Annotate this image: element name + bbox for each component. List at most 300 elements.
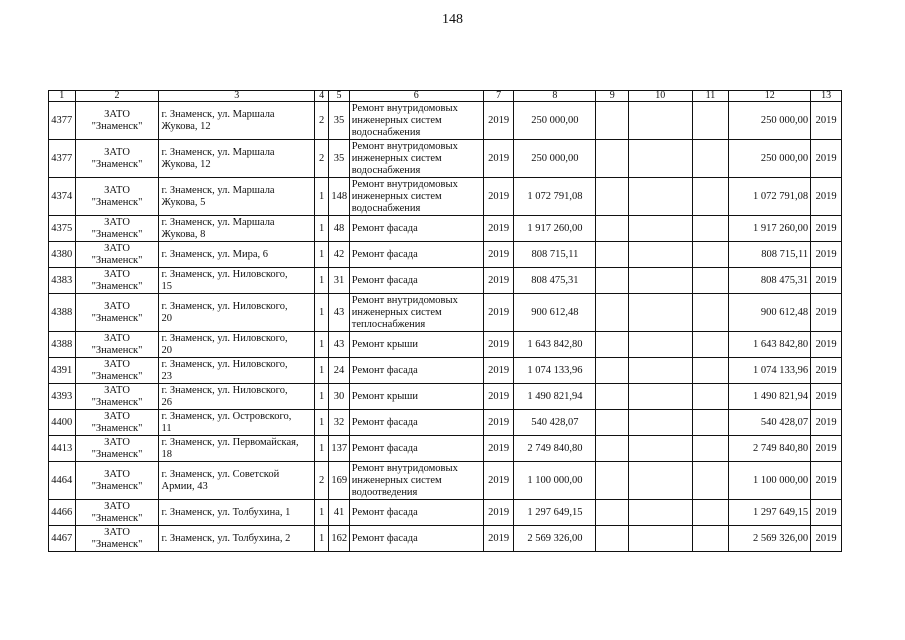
column-header: 6 [349, 91, 483, 102]
municipality-cell [75, 384, 159, 410]
total-cost-cell: 2 749 840,80 [729, 436, 811, 462]
mun-line: "Знаменск" [91, 158, 143, 170]
col9-cell [596, 410, 629, 436]
cost-cell: 1 643 842,80 [514, 332, 596, 358]
cost-cell: 808 715,11 [514, 242, 596, 268]
col4-cell: 1 [315, 526, 329, 552]
col5-cell: 148 [329, 178, 349, 216]
col11-cell [692, 102, 729, 140]
table-row [49, 410, 842, 436]
year-cell: 2019 [483, 410, 514, 436]
municipality-cell [75, 410, 159, 436]
table-row [49, 332, 842, 358]
work-line: Ремонт крыши [351, 338, 418, 350]
year-end-cell: 2019 [811, 294, 842, 332]
municipality-cell [75, 140, 159, 178]
work-line: водоснабжения [351, 126, 421, 138]
table-row [49, 358, 842, 384]
addr-line: г. Знаменск, ул. Толбухина, 2 [161, 532, 291, 544]
mun-line: "Знаменск" [91, 538, 143, 550]
col4-cell: 1 [315, 410, 329, 436]
address-cell [159, 500, 315, 526]
col9-cell [596, 462, 629, 500]
col11-cell [692, 358, 729, 384]
work-type-cell [349, 294, 483, 332]
total-cost-cell: 2 569 326,00 [729, 526, 811, 552]
column-number-row [49, 91, 842, 102]
col10-cell [629, 216, 692, 242]
mun-line: "Знаменск" [91, 396, 143, 408]
municipality-cell [75, 242, 159, 268]
col9-cell [596, 358, 629, 384]
col11-cell [692, 332, 729, 358]
record-id-cell: 4374 [49, 178, 76, 216]
cost-cell: 1 490 821,94 [514, 384, 596, 410]
year-end-cell: 2019 [811, 462, 842, 500]
addr-line: г. Знаменск, ул. Ниловского, [161, 268, 288, 280]
col9-cell [596, 102, 629, 140]
col10-cell [629, 500, 692, 526]
total-cost-cell: 540 428,07 [729, 410, 811, 436]
col11-cell [692, 294, 729, 332]
address-cell [159, 358, 315, 384]
work-line: Ремонт внутридомовых [351, 178, 458, 190]
addr-line: 20 [161, 312, 172, 324]
col11-cell [692, 462, 729, 500]
mun-line: ЗАТО [104, 108, 130, 120]
col5-cell: 48 [329, 216, 349, 242]
municipality-cell [75, 436, 159, 462]
work-line: теплоснабжения [351, 318, 426, 330]
column-header: 13 [811, 91, 842, 102]
year-end-cell: 2019 [811, 268, 842, 294]
addr-line: 20 [161, 344, 172, 356]
year-cell: 2019 [483, 384, 514, 410]
record-id-cell: 4380 [49, 242, 76, 268]
mun-line: ЗАТО [104, 410, 130, 422]
work-type-cell [349, 410, 483, 436]
cost-cell: 808 475,31 [514, 268, 596, 294]
cost-cell: 250 000,00 [514, 102, 596, 140]
record-id-cell: 4377 [49, 102, 76, 140]
mun-line: "Знаменск" [91, 370, 143, 382]
col10-cell [629, 410, 692, 436]
mun-line: ЗАТО [104, 216, 130, 228]
total-cost-cell: 1 490 821,94 [729, 384, 811, 410]
municipality-cell [75, 462, 159, 500]
address-cell [159, 268, 315, 294]
year-cell: 2019 [483, 140, 514, 178]
address-cell [159, 526, 315, 552]
cost-cell: 1 074 133,96 [514, 358, 596, 384]
table-row [49, 436, 842, 462]
mun-line: "Знаменск" [91, 344, 143, 356]
addr-line: г. Знаменск, ул. Маршала [161, 184, 275, 196]
col9-cell [596, 332, 629, 358]
work-type-cell [349, 140, 483, 178]
col4-cell: 1 [315, 500, 329, 526]
table-row [49, 242, 842, 268]
record-id-cell: 4377 [49, 140, 76, 178]
addr-line: 18 [161, 448, 172, 460]
work-line: инженерных систем [351, 190, 442, 202]
addr-line: г. Знаменск, ул. Первомайская, [161, 436, 299, 448]
table-row [49, 500, 842, 526]
work-line: Ремонт фасада [351, 248, 418, 260]
col10-cell [629, 102, 692, 140]
col11-cell [692, 268, 729, 294]
col11-cell [692, 178, 729, 216]
addr-line: Армии, 43 [161, 480, 208, 492]
col10-cell [629, 242, 692, 268]
work-line: Ремонт фасада [351, 532, 418, 544]
column-header: 5 [329, 91, 349, 102]
total-cost-cell: 808 475,31 [729, 268, 811, 294]
column-header: 1 [49, 91, 76, 102]
year-cell: 2019 [483, 332, 514, 358]
total-cost-cell: 1 100 000,00 [729, 462, 811, 500]
cost-cell: 1 100 000,00 [514, 462, 596, 500]
page-number: 148 [442, 12, 463, 27]
col9-cell [596, 436, 629, 462]
work-line: Ремонт крыши [351, 390, 418, 402]
col4-cell: 1 [315, 216, 329, 242]
addr-line: 11 [161, 422, 172, 434]
col5-cell: 162 [329, 526, 349, 552]
total-cost-cell: 250 000,00 [729, 102, 811, 140]
col9-cell [596, 242, 629, 268]
col5-cell: 42 [329, 242, 349, 268]
work-type-cell [349, 102, 483, 140]
address-cell [159, 410, 315, 436]
municipality-cell [75, 500, 159, 526]
total-cost-cell: 900 612,48 [729, 294, 811, 332]
work-line: Ремонт фасада [351, 222, 418, 234]
col4-cell: 1 [315, 332, 329, 358]
work-line: Ремонт фасада [351, 506, 418, 518]
address-cell [159, 102, 315, 140]
col5-cell: 31 [329, 268, 349, 294]
col5-cell: 30 [329, 384, 349, 410]
address-cell [159, 216, 315, 242]
addr-line: г. Знаменск, ул. Ниловского, [161, 384, 288, 396]
mun-line: "Знаменск" [91, 254, 143, 266]
col10-cell [629, 384, 692, 410]
address-cell [159, 462, 315, 500]
work-line: инженерных систем [351, 474, 442, 486]
col11-cell [692, 140, 729, 178]
column-header: 8 [514, 91, 596, 102]
mun-line: ЗАТО [104, 332, 130, 344]
work-line: Ремонт фасада [351, 442, 418, 454]
work-line: Ремонт фасада [351, 274, 418, 286]
year-end-cell: 2019 [811, 140, 842, 178]
column-header: 3 [159, 91, 315, 102]
col11-cell [692, 436, 729, 462]
cost-cell: 540 428,07 [514, 410, 596, 436]
year-cell: 2019 [483, 242, 514, 268]
mun-line: ЗАТО [104, 500, 130, 512]
col9-cell [596, 500, 629, 526]
col11-cell [692, 216, 729, 242]
total-cost-cell: 1 072 791,08 [729, 178, 811, 216]
year-end-cell: 2019 [811, 242, 842, 268]
work-line: Ремонт внутридомовых [351, 140, 458, 152]
col4-cell: 1 [315, 268, 329, 294]
mun-line: ЗАТО [104, 242, 130, 254]
total-cost-cell: 1 643 842,80 [729, 332, 811, 358]
work-type-cell [349, 178, 483, 216]
municipality-cell [75, 268, 159, 294]
col9-cell [596, 294, 629, 332]
work-type-cell [349, 242, 483, 268]
record-id-cell: 4391 [49, 358, 76, 384]
col10-cell [629, 140, 692, 178]
mun-line: "Знаменск" [91, 228, 143, 240]
col10-cell [629, 268, 692, 294]
mun-line: ЗАТО [104, 268, 130, 280]
col9-cell [596, 216, 629, 242]
work-line: Ремонт фасада [351, 416, 418, 428]
mun-line: ЗАТО [104, 436, 130, 448]
addr-line: г. Знаменск, ул. Маршала [161, 146, 275, 158]
col5-cell: 35 [329, 140, 349, 178]
cost-cell: 1 917 260,00 [514, 216, 596, 242]
work-type-cell [349, 216, 483, 242]
mun-line: ЗАТО [104, 384, 130, 396]
col10-cell [629, 462, 692, 500]
work-line: водоснабжения [351, 202, 421, 214]
col4-cell: 2 [315, 462, 329, 500]
municipality-cell [75, 526, 159, 552]
year-end-cell: 2019 [811, 384, 842, 410]
work-line: инженерных систем [351, 152, 442, 164]
year-end-cell: 2019 [811, 178, 842, 216]
work-line: водоотведения [351, 486, 418, 498]
record-id-cell: 4388 [49, 294, 76, 332]
work-line: водоснабжения [351, 164, 421, 176]
table-row [49, 216, 842, 242]
col5-cell: 41 [329, 500, 349, 526]
col10-cell [629, 436, 692, 462]
record-id-cell: 4413 [49, 436, 76, 462]
addr-line: г. Знаменск, ул. Маршала [161, 108, 275, 120]
year-cell: 2019 [483, 462, 514, 500]
addr-line: Жукова, 5 [161, 196, 206, 208]
address-cell [159, 294, 315, 332]
year-end-cell: 2019 [811, 526, 842, 552]
addr-line: г. Знаменск, ул. Советской [161, 468, 280, 480]
col9-cell [596, 384, 629, 410]
cost-cell: 250 000,00 [514, 140, 596, 178]
mun-line: "Знаменск" [91, 196, 143, 208]
column-header: 10 [629, 91, 692, 102]
municipality-cell [75, 332, 159, 358]
col4-cell: 2 [315, 102, 329, 140]
addr-line: г. Знаменск, ул. Мира, 6 [161, 248, 268, 260]
col5-cell: 169 [329, 462, 349, 500]
addr-line: 23 [161, 370, 172, 382]
addr-line: г. Знаменск, ул. Толбухина, 1 [161, 506, 291, 518]
address-cell [159, 242, 315, 268]
col10-cell [629, 178, 692, 216]
work-line: Ремонт фасада [351, 364, 418, 376]
mun-line: "Знаменск" [91, 312, 143, 324]
col4-cell: 1 [315, 384, 329, 410]
record-id-cell: 4383 [49, 268, 76, 294]
total-cost-cell: 808 715,11 [729, 242, 811, 268]
work-line: Ремонт внутридомовых [351, 294, 458, 306]
mun-line: "Знаменск" [91, 512, 143, 524]
column-header: 12 [729, 91, 811, 102]
addr-line: 26 [161, 396, 172, 408]
year-end-cell: 2019 [811, 216, 842, 242]
col4-cell: 1 [315, 178, 329, 216]
record-id-cell: 4467 [49, 526, 76, 552]
addr-line: г. Знаменск, ул. Ниловского, [161, 358, 288, 370]
col9-cell [596, 526, 629, 552]
col11-cell [692, 500, 729, 526]
work-type-cell [349, 526, 483, 552]
column-header: 7 [483, 91, 514, 102]
cost-cell: 1 072 791,08 [514, 178, 596, 216]
municipality-cell [75, 216, 159, 242]
col4-cell: 1 [315, 242, 329, 268]
year-cell: 2019 [483, 216, 514, 242]
mun-line: ЗАТО [104, 468, 130, 480]
col5-cell: 137 [329, 436, 349, 462]
col5-cell: 43 [329, 332, 349, 358]
col10-cell [629, 332, 692, 358]
col4-cell: 1 [315, 294, 329, 332]
col5-cell: 43 [329, 294, 349, 332]
work-type-cell [349, 500, 483, 526]
municipality-cell [75, 294, 159, 332]
year-cell: 2019 [483, 358, 514, 384]
col9-cell [596, 268, 629, 294]
year-cell: 2019 [483, 102, 514, 140]
col5-cell: 24 [329, 358, 349, 384]
total-cost-cell: 1 074 133,96 [729, 358, 811, 384]
work-type-cell [349, 358, 483, 384]
col4-cell: 1 [315, 358, 329, 384]
mun-line: ЗАТО [104, 146, 130, 158]
cost-cell: 1 297 649,15 [514, 500, 596, 526]
work-type-cell [349, 332, 483, 358]
year-cell: 2019 [483, 268, 514, 294]
col11-cell [692, 242, 729, 268]
addr-line: г. Знаменск, ул. Ниловского, [161, 300, 288, 312]
work-type-cell [349, 268, 483, 294]
address-cell [159, 384, 315, 410]
year-end-cell: 2019 [811, 436, 842, 462]
addr-line: г. Знаменск, ул. Маршала [161, 216, 275, 228]
work-type-cell [349, 384, 483, 410]
mun-line: "Знаменск" [91, 448, 143, 460]
mun-line: ЗАТО [104, 184, 130, 196]
addr-line: г. Знаменск, ул. Ниловского, [161, 332, 288, 344]
addr-line: Жукова, 12 [161, 120, 211, 132]
column-header: 2 [75, 91, 159, 102]
addr-line: г. Знаменск, ул. Островского, [161, 410, 292, 422]
table-row [49, 384, 842, 410]
table-row [49, 526, 842, 552]
year-end-cell: 2019 [811, 332, 842, 358]
year-end-cell: 2019 [811, 410, 842, 436]
col9-cell [596, 140, 629, 178]
col10-cell [629, 294, 692, 332]
addr-line: Жукова, 8 [161, 228, 206, 240]
table-row [49, 102, 842, 140]
municipality-cell [75, 358, 159, 384]
cost-cell: 2 749 840,80 [514, 436, 596, 462]
address-cell [159, 140, 315, 178]
column-header: 11 [692, 91, 729, 102]
municipality-cell [75, 102, 159, 140]
mun-line: ЗАТО [104, 526, 130, 538]
work-line: Ремонт внутридомовых [351, 462, 458, 474]
table-body [49, 102, 842, 552]
col4-cell: 2 [315, 140, 329, 178]
record-id-cell: 4400 [49, 410, 76, 436]
work-line: инженерных систем [351, 114, 442, 126]
addr-line: 15 [161, 280, 172, 292]
year-cell: 2019 [483, 436, 514, 462]
col9-cell [596, 178, 629, 216]
year-cell: 2019 [483, 294, 514, 332]
column-header: 4 [315, 91, 329, 102]
col5-cell: 35 [329, 102, 349, 140]
year-cell: 2019 [483, 178, 514, 216]
table-row [49, 294, 842, 332]
record-id-cell: 4393 [49, 384, 76, 410]
work-type-cell [349, 462, 483, 500]
work-line: Ремонт внутридомовых [351, 102, 458, 114]
year-end-cell: 2019 [811, 500, 842, 526]
year-cell: 2019 [483, 526, 514, 552]
year-cell: 2019 [483, 500, 514, 526]
record-id-cell: 4375 [49, 216, 76, 242]
record-id-cell: 4466 [49, 500, 76, 526]
record-id-cell: 4464 [49, 462, 76, 500]
repair-program-table [48, 90, 842, 552]
table-row [49, 268, 842, 294]
column-header: 9 [596, 91, 629, 102]
table-row [49, 462, 842, 500]
col10-cell [629, 526, 692, 552]
col4-cell: 1 [315, 436, 329, 462]
addr-line: Жукова, 12 [161, 158, 211, 170]
col5-cell: 32 [329, 410, 349, 436]
mun-line: "Знаменск" [91, 280, 143, 292]
cost-cell: 2 569 326,00 [514, 526, 596, 552]
address-cell [159, 436, 315, 462]
col10-cell [629, 358, 692, 384]
address-cell [159, 178, 315, 216]
total-cost-cell: 1 917 260,00 [729, 216, 811, 242]
mun-line: ЗАТО [104, 300, 130, 312]
record-id-cell: 4388 [49, 332, 76, 358]
year-end-cell: 2019 [811, 358, 842, 384]
year-end-cell: 2019 [811, 102, 842, 140]
col11-cell [692, 410, 729, 436]
address-cell [159, 332, 315, 358]
cost-cell: 900 612,48 [514, 294, 596, 332]
table-row [49, 140, 842, 178]
total-cost-cell: 250 000,00 [729, 140, 811, 178]
mun-line: ЗАТО [104, 358, 130, 370]
work-line: инженерных систем [351, 306, 442, 318]
